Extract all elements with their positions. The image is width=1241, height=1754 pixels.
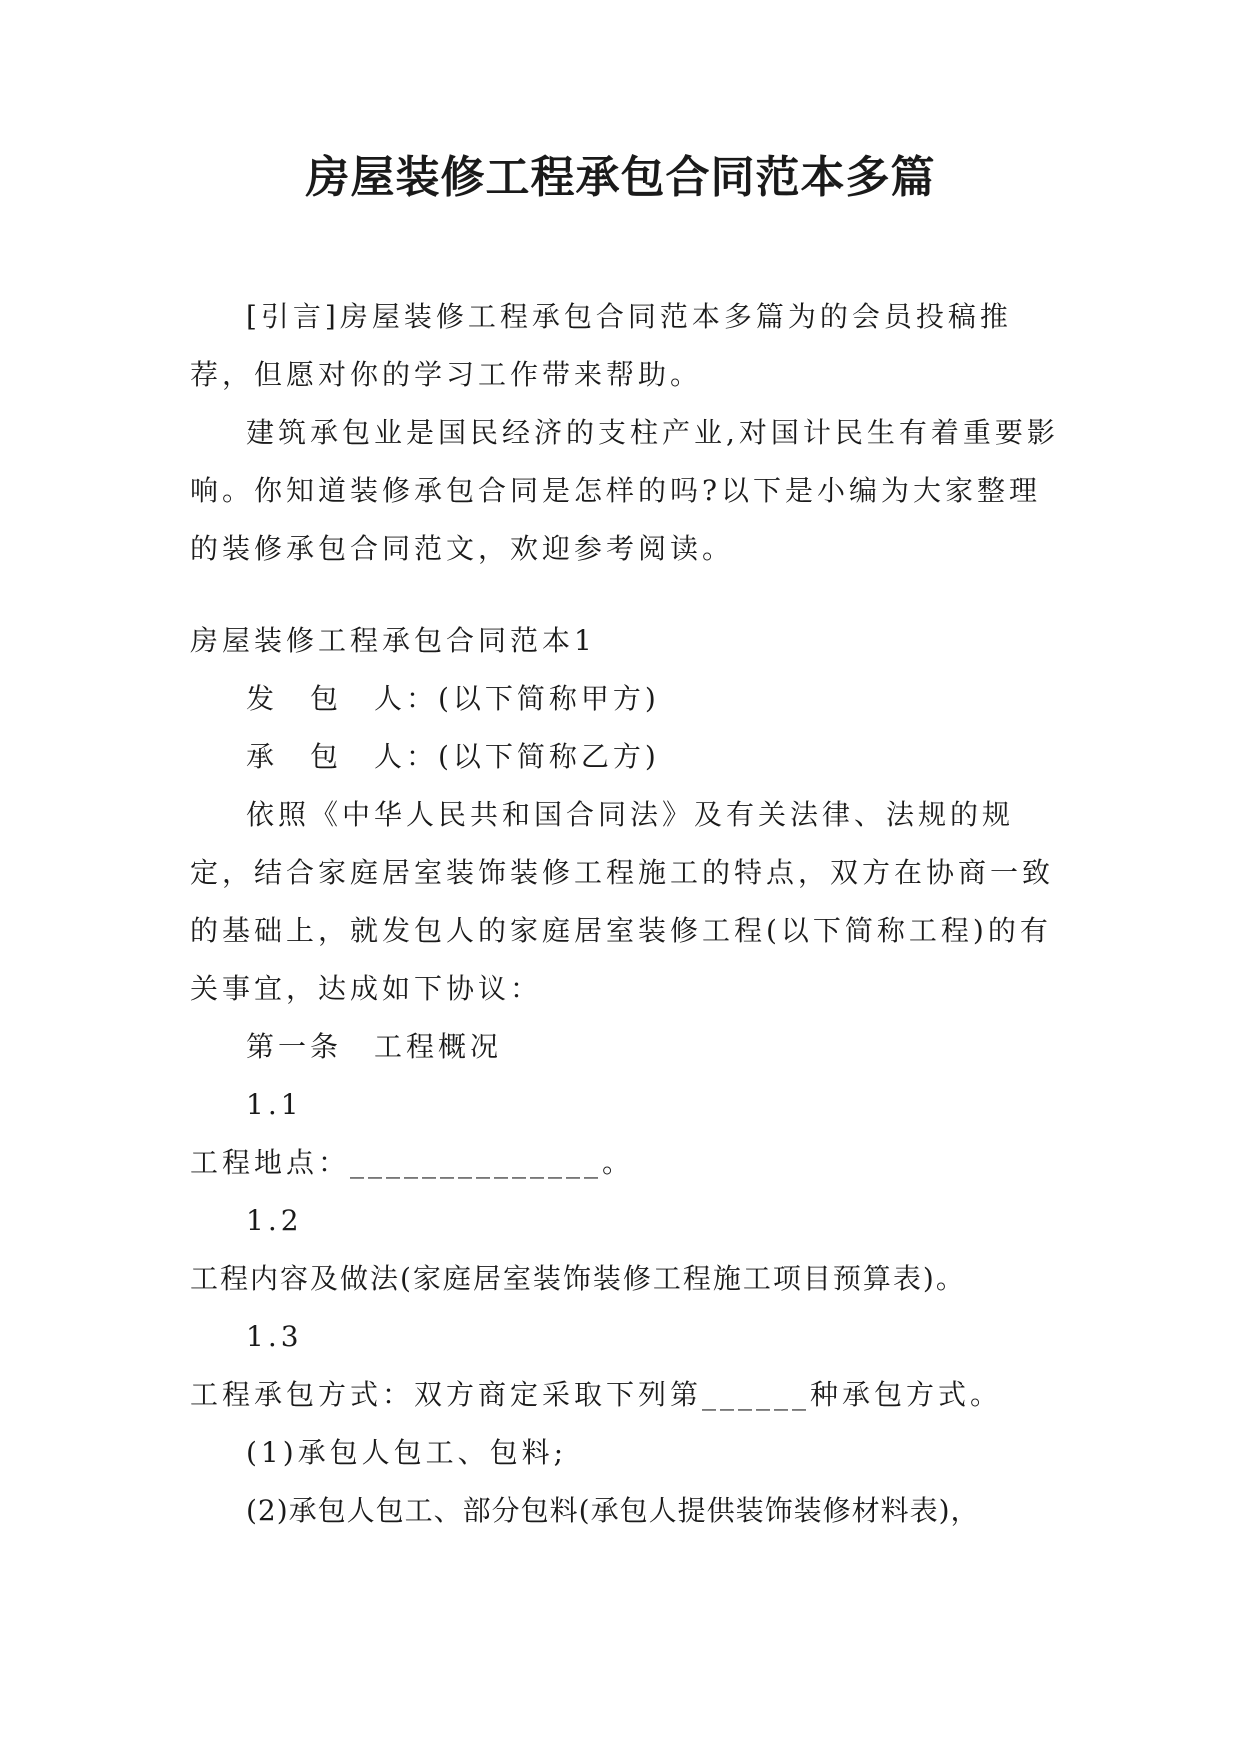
clause-text-1-3: 工程承包方式：双方商定采取下列第______种承包方式。 xyxy=(190,1378,1003,1411)
article-heading: 第一条 工程概况 xyxy=(246,1030,503,1063)
option-2: (2)承包人包工、部分包料(承包人提供装饰装修材料表)， xyxy=(246,1494,980,1527)
intro-paragraph: [引言]房屋装修工程承包合同范本多篇为的会员投稿推荐，但愿对你的学习工作带来帮助。 xyxy=(190,300,1012,391)
document-body xyxy=(190,288,1070,1540)
intro-paragraph-2: 建筑承包业是国民经济的支柱产业,对国计民生有着重要影响。你知道装修承包合同是怎样的吗?以下是小编为大家整理的装修承包合同范文，欢迎参考阅读。 xyxy=(190,416,1059,565)
preamble-paragraph: 依照《中华人民共和国合同法》及有关法律、法规的规定，结合家庭居室装饰装修工程施工的特点，双方在协商一致的基础上，就发包人的家庭居室装修工程(以下简称工程)的有关事宜，达成如下协议： xyxy=(190,798,1055,1005)
clause-text-1-1: 工程地点：______________。 xyxy=(190,1146,635,1179)
clause-text-1-2: 工程内容及做法(家庭居室装饰装修工程施工项目预算表)。 xyxy=(190,1262,966,1295)
party-b-line: 承 包 人：(以下简称乙方) xyxy=(246,740,660,773)
paragraph-gap xyxy=(190,578,1070,612)
option-1: (1)承包人包工、包料; xyxy=(246,1436,568,1469)
party-a-line: 发 包 人：(以下简称甲方) xyxy=(246,682,660,715)
section-heading: 房屋装修工程承包合同范本1 xyxy=(190,624,596,657)
clause-number-1-1: 1.1 xyxy=(246,1088,303,1121)
document-title: 房屋装修工程承包合同范本多篇 xyxy=(305,152,936,203)
clause-number-1-2: 1.2 xyxy=(246,1204,303,1237)
clause-number-1-3: 1.3 xyxy=(246,1320,303,1353)
